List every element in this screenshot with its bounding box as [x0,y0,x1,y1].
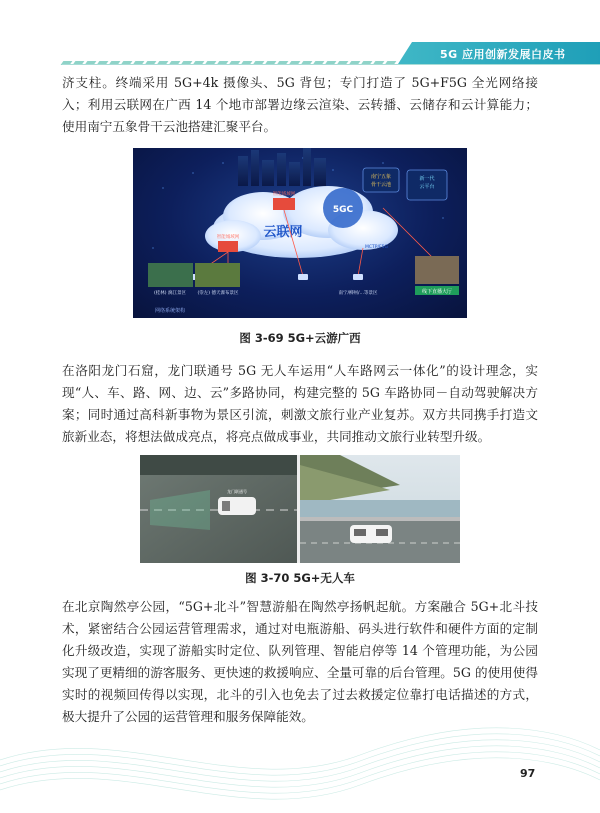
node-top-label: 智能域城网 [272,192,296,197]
backbone-cloud-box [363,168,399,192]
city-skyline [238,148,326,186]
node-left-box [218,241,238,252]
node-right-label: MCTP/F5G [365,245,388,250]
footer-wave-decoration [0,700,600,813]
node-left-label: 智能城域网 [216,235,240,240]
page-header [0,38,600,68]
header-divider [62,64,600,65]
site-thumb-guilin [148,263,193,287]
site-label-guilin: (桂林) 漓江景区 [154,291,186,296]
site-label-nanning: 南宁/柳州/…等景区 [338,291,378,296]
page-number: 97 [520,767,536,780]
node-top-box [273,198,295,210]
architecture-label: 网络系统架构 [155,308,186,314]
paragraph-longmen: 在洛阳龙门石窟，龙门联通号 5G 无人车运用“人车路网云一体化”的设计理念，实现“人、车、路、网、边、云”多路协同，构建完整的 5G 车路协同－自动驾驶解决方案；同时通过高科新事物为景区引流，刺激文旅行业产业复苏。双方共同携手打造文旅新业态，将想法做成亮点，将亮点做成事业，共同推动文旅行业转型升级。 [62,363,538,444]
figure-unmanned-vehicle [140,455,460,563]
backbone-label-2: 骨干云池 [370,182,392,188]
figure-caption-3-70: 图 3-70 5G+无人车 [245,571,355,585]
lakeside-photo [300,455,460,563]
site-thumb-chongzuo [195,263,240,287]
figure-cloud-tour-guangxi [133,148,467,318]
backbone-label-1: 南宁五象 [370,174,392,180]
aerial-photo [140,455,297,563]
network-architecture-diagram [133,148,467,318]
5gc-label: 5GC [332,205,354,215]
paragraph-taoranting: 在北京陶然亭公园，“5G+北斗”智慧游船在陶然亭扬帆起航。方案融合 5G+北斗技术，紧密结合公园运营管理需求，通过对电瓶游船、码头进行软件和硬件方面的定制化升级改造，实现了游船实时定位、队列管理、智能启停等 14 个管理功能，为公园实现了更精细的游客服务、更快速的救援响应、全量可靠的后台管理。5G 的使用使得实时的视频回传得以实现，北斗的引入也免去了过去救援定位靠打电话描述的方式，极大提升了公园的运营管理和服务保障能效。 [62,599,538,724]
site-label-chongzuo: (崇左) 德天瀑布景区 [197,291,239,296]
cloud-label: 云联网 [263,225,303,240]
vehicle-label: 龙门联通号 [227,489,247,494]
header-dash-decoration [62,50,402,56]
platform-label-2: 云平台 [419,184,435,190]
header-title: 5G 应用创新发展白皮书 [440,48,566,61]
site-label-studio: 线下直播大厅 [421,289,453,295]
paragraph-guangxi: 济支柱。终端采用 5G+4k 摄像头、5G 背包；专门打造了 5G+F5G 全光网络接入；利用云联网在广西 14 个地市部署边缘云渲染、云转播、云储存和云计算能力；使用南宁五象骨干云池搭建汇聚平台。 [62,75,538,134]
unmanned-vehicle-photos [140,455,460,563]
site-thumb-studio [415,256,459,284]
figure-caption-3-69: 图 3-69 5G+云游广西 [239,331,361,345]
platform-label-1: 新一代 [419,176,435,182]
